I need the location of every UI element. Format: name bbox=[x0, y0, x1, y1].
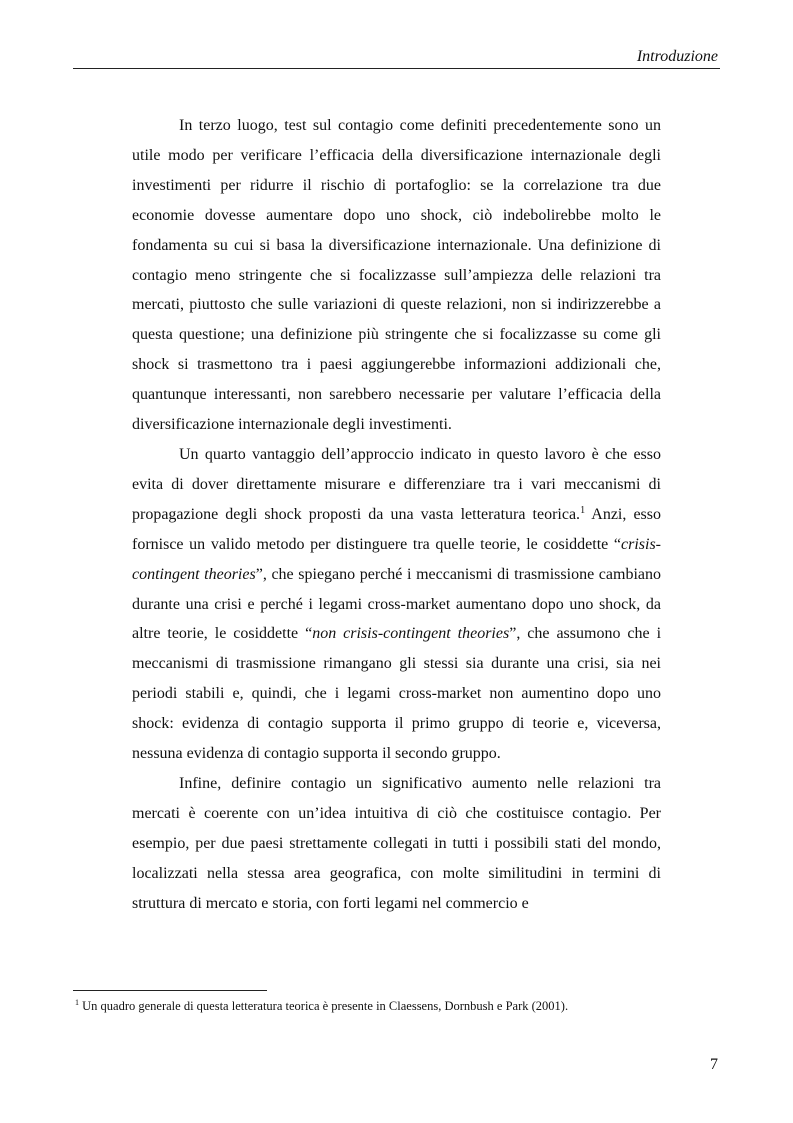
paragraph-2-text-2: Anzi, esso fornisce un valido metodo per distinguere tra quelle teorie, le cosiddette “ bbox=[132, 505, 662, 553]
header-rule bbox=[73, 68, 720, 69]
term-crisis-contingent: crisis-contingent theories bbox=[132, 535, 661, 583]
footnote-reference[interactable]: 1 bbox=[580, 504, 586, 516]
body-text bbox=[132, 111, 661, 918]
running-header: Introduzione bbox=[636, 48, 718, 65]
paragraph-2 bbox=[132, 440, 661, 769]
page-number: 7 bbox=[710, 1056, 718, 1073]
paragraph-2-text-4: ”, che assumono che i meccanismi di trasmissione rimangano gli stessi sia durante una crisi, sia nei periodi stabili e, quindi, che i legami cross-market non aumentino dopo uno shock: evidenza di contagio supporta il primo gruppo di teorie e, viceversa, nessuna evidenza di contagio supporta il secondo gruppo. bbox=[132, 625, 662, 763]
footnote bbox=[75, 998, 568, 1014]
term-non-crisis-contingent: non crisis-contingent theories bbox=[312, 625, 510, 643]
footnote-rule bbox=[73, 990, 267, 991]
paragraph-2-text-3: ”, che spiegano perché i meccanismi di trasmissione cambiano durante una crisi e perché i legami cross-market aumentano dopo uno shock, da altre teorie, le cosiddette “ bbox=[132, 565, 661, 643]
paragraph-2-text-1: Un quarto vantaggio dell’approccio indicato in questo lavoro è che esso evita di dover direttamente misurare e differenziare tra i vari meccanismi di propagazione degli shock proposti da una vasta letteratura teorica. bbox=[132, 445, 661, 523]
paragraph-3: Infine, definire contagio un significativo aumento nelle relazioni tra mercati è coerente con un’idea intuitiva di ciò che costituisce contagio. Per esempio, per due paesi strettamente collegati in tutti i possibili stati del mondo, localizzati nella stessa area geografica, con molte similitudini in termini di struttura di mercato e storia, con forti legami nel commercio e bbox=[132, 774, 661, 912]
footnote-text: Un quadro generale di questa letteratura teorica è presente in Claessens, Dornbush e Park (2001). bbox=[79, 999, 569, 1013]
paragraph-1: In terzo luogo, test sul contagio come definiti precedentemente sono un utile modo per verificare l’efficacia della diversificazione internazionale degli investimenti per ridurre il rischio di portafoglio: se la correlazione tra due economie dovesse aumentare dopo uno shock, ciò indebolirebbe molto le fondamenta su cui si basa la diversificazione internazionale. Una definizione di contagio meno stringente che si focalizzasse sull’ampiezza delle relazioni tra mercati, piuttosto che sulle variazioni di queste relazioni, non si indirizzerebbe a questa questione; una definizione più stringente che si focalizzasse su come gli shock si trasmettono tra i paesi aggiungerebbe informazioni addizionali che, quantunque interessanti, non sarebbero necessarie per valutare l’efficacia della diversificazione internazionale degli investimenti. bbox=[132, 117, 661, 434]
footnote-number: 1 bbox=[75, 998, 79, 1007]
